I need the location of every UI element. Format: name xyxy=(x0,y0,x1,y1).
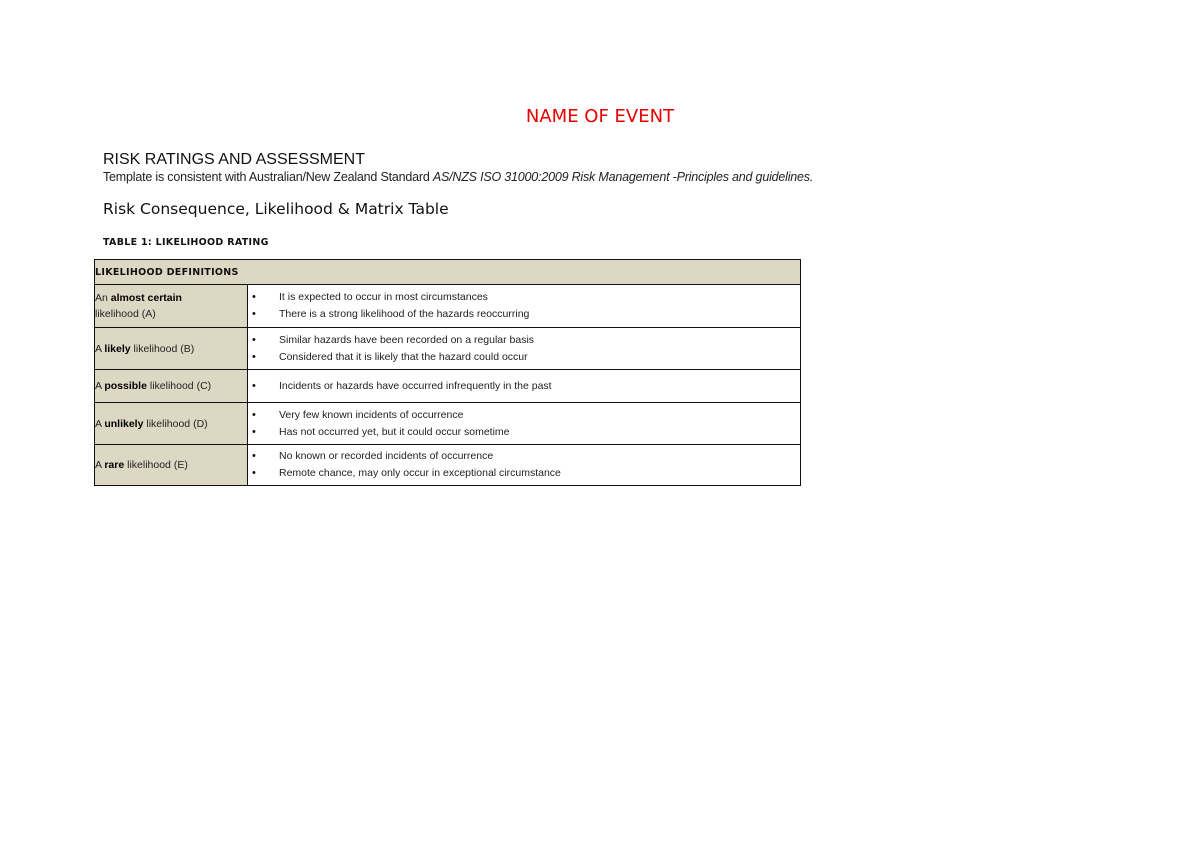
bullet-list xyxy=(248,289,800,323)
level-suffix: likelihood (B) xyxy=(130,342,195,355)
likelihood-table xyxy=(94,259,801,486)
bullet-list xyxy=(248,378,800,395)
event-title: NAME OF EVENT xyxy=(525,106,675,127)
level-prefix: A xyxy=(95,417,105,430)
level-suffix: likelihood (D) xyxy=(143,417,208,430)
likelihood-description-cell xyxy=(248,403,801,445)
likelihood-description-cell xyxy=(248,445,801,486)
list-item: • No known or recorded incidents of occurrence xyxy=(248,448,800,465)
level-prefix: An xyxy=(95,292,111,304)
list-item: • There is a strong likelihood of the hazards reoccurring xyxy=(248,306,800,323)
list-item: • Incidents or hazards have occurred infrequently in the past xyxy=(248,378,800,395)
list-item: • Similar hazards have been recorded on a regular basis xyxy=(248,332,800,349)
likelihood-level-cell xyxy=(95,445,248,486)
level-prefix: A xyxy=(95,459,105,471)
list-item: • Very few known incidents of occurrence xyxy=(248,407,800,424)
bullet-list xyxy=(248,407,800,441)
table-header-row xyxy=(95,260,801,285)
template-note-standard: AS/NZS ISO 31000:2009 Risk Management -Principles and guidelines. xyxy=(432,170,814,184)
likelihood-level-cell xyxy=(95,370,248,403)
table-row xyxy=(95,328,801,370)
table-row xyxy=(95,445,801,486)
level-suffix: likelihood (A) xyxy=(95,308,156,320)
level-prefix: A xyxy=(95,380,105,392)
list-item: • Remote chance, may only occur in exceptional circumstance xyxy=(248,465,800,482)
table-row xyxy=(95,403,801,445)
bullet-list xyxy=(248,332,800,366)
table-row xyxy=(95,285,801,328)
level-suffix: likelihood (C) xyxy=(146,380,212,392)
likelihood-description-cell xyxy=(248,370,801,403)
level-term: almost certain xyxy=(110,292,182,304)
list-item: • Considered that it is likely that the hazard could occur xyxy=(248,349,800,366)
table-row xyxy=(95,370,801,403)
bullet-list xyxy=(248,448,800,482)
level-term: unlikely xyxy=(104,417,144,430)
level-term: likely xyxy=(104,342,131,355)
level-prefix: A xyxy=(95,342,105,355)
matrix-title: Risk Consequence, Likelihood & Matrix Table xyxy=(103,200,449,218)
template-note-prefix: Template is consistent with Australian/New Zealand Standard xyxy=(103,170,433,184)
likelihood-level-cell xyxy=(95,403,248,445)
section-title: RISK RATINGS AND ASSESSMENT xyxy=(103,151,365,168)
likelihood-description-cell xyxy=(248,328,801,370)
likelihood-description-cell xyxy=(248,285,801,328)
level-term: possible xyxy=(104,380,147,392)
list-item: • It is expected to occur in most circumstances xyxy=(248,289,800,306)
level-term: rare xyxy=(104,459,125,471)
table-label: TABLE 1: LIKELIHOOD RATING xyxy=(103,237,269,248)
likelihood-level-cell xyxy=(95,285,248,328)
table-header: LIKELIHOOD DEFINITIONS xyxy=(95,260,801,285)
template-note xyxy=(103,169,813,185)
list-item: • Has not occurred yet, but it could occur sometime xyxy=(248,424,800,441)
level-suffix: likelihood (E) xyxy=(124,459,188,471)
likelihood-level-cell xyxy=(95,328,248,370)
